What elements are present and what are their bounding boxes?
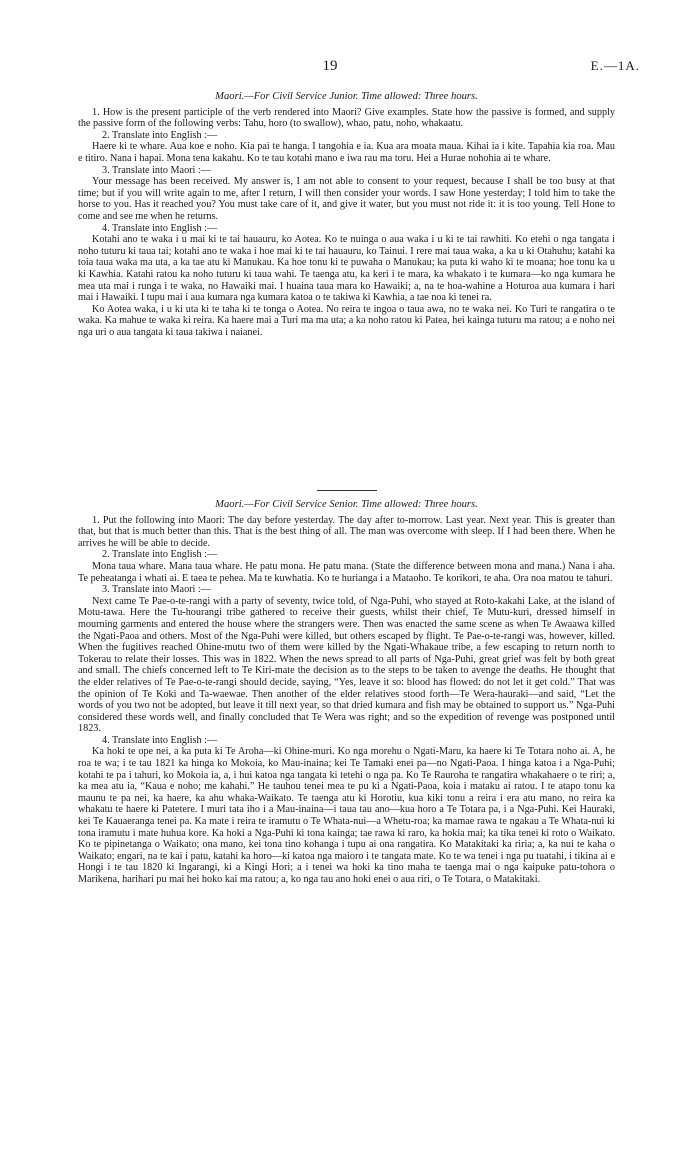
section-title-junior: Maori.—For Civil Service Junior. Time allowed: Three hours. [215,91,478,102]
question-2-heading: 2. Translate into English :— [102,549,218,561]
question-4-heading: 4. Translate into English :— [102,222,218,234]
question-3-heading: 3. Translate into Maori :— [102,164,211,176]
section-divider [317,490,377,491]
document-reference: E.—1A. [590,58,640,73]
question-2-text: Haere ki te whare. Aua koe e noho. Kia pai te hanga. I tangohia e ia. Kua ara moata maua. Kihai ia i kite. Tapahia kia roa. Mau e titiro. Nana i hapai. Mona tena kakahu. Ko te tau kotahi mano e iwa rau ma toru. Hei a Hurae nohohia ai te whare. [78,141,615,164]
question-4-paragraph-1: Kotahi ano te waka i u mai ki te tai hauauru, ko Aotea. Ko te nuinga o aua waka i u ki te tai rawhiti. Ko etehi o nga tangata i noho tuturu ki taua tai; kotahi ano te waka i hoe mai ki te tai hauauru, ko Tainui. I rere mai taua waka, a ka u ki Otahuhu; katahi ka toia taua waka ma uta, a ka tae atu ki Manukau. Ka hoe tonu ki te puwaha o Manukau; ka puta ki waho ki te moana; hoe tonu ka u ki Kawhia. Katahi ratou ka noho tuturu ki taua wahi. Te taenga atu, ka keri i te mara, ka whakato i te kumara—ko nga kumara he mea uta mai i runga i te waka, no Hawaiki mai. I huaina taua mara ko Hawaiki; a, na te hoa-wahine a Hoturoa aua kumara i hari mai i Hawaiki. I tupu mai i aua kumara nga kumara katoa o te takiwa ki Kawhia, a tae noa ki tenei ra. [78,234,615,304]
section-civil-service-senior [78,476,615,886]
question-1: 1. How is the present participle of the verb rendered into Maori? Give examples. State how the passive is formed, and supply the passive form of the following verbs: Tahu, horo (to swallow), whao, patu, noho, whakaatu. [78,106,615,130]
section-civil-service-junior [78,91,615,338]
question-3-text: Next came Te Pae-o-te-rangi with a party of seventy, twice told, of Nga-Puhi, who stayed at Roto-kakahi Lake, at the island of Motu-tawa. Here the Tu-hourangi tribe gathered to receive their guests, whilst their chief, Te Mutu-kuri, dressed himself in mourning garments and entered the house where the strangers were. Then was enacted the same scene as when Te Awaawa killed the Ngati-Paoa and others. Most of the Nga-Puhi were killed, but others escaped by flight. Te Pae-o-te-rangi was, however, killed. When the fugitives reached Ohine-mutu two of them were killed by the Ngati-Whakaue tribe, a few escaping to return north to Tokerau to relate their losses. This was in 1822. When the news spread to all parts of Nga-Puhi, great grief was felt by both great and small. The chiefs concerned left to Te Kiri-mate the decision as to the steps to be taken to avenge the deaths. He thought that the elder relatives of Te Pae-o-te-rangi should decide, saying, “Yes, leave it so: blood has flowed: do not let it get cold.” That was the opinion of Te Koki and Ta-waewae. Then another of the elder relatives stood forth—Te Wera-hauraki—and said, “Let the words of you two not be adopted, but leave it till next year, so that dried kumara and fish may be obtained to support us.” Nga-Puhi considered these words well, and finally concluded that Te Wera was right; and so the expedition of revenge was postponed until 1823. [78,595,615,735]
question-3-heading: 3. Translate into Maori :— [102,584,211,596]
question-4-paragraph-2: Ko Aotea waka, i u ki uta ki te taha ki te tonga o Aotea. No reira te ingoa o taua awa, no te waka nei. Ko Turi te rangatira o te waka. Ka mahue te waka ki reira. Ka haere mai a Turi ma ma uta; a ka noho ratou ki Patea, hei kainga tuturu ma ratou; a e noho nei nga uri o aua tangata ki taua takiwa i naianei. [78,303,615,338]
section-title-senior: Maori.—For Civil Service Senior. Time allowed: Three hours. [215,499,478,510]
question-4-heading: 4. Translate into English :— [102,734,218,746]
question-2-text: Mona taua whare. Mana taua whare. He patu mona. He patu mana. (State the difference between mona and mana.) Nana i aha. Te peheatanga i whati ai. E taea te pehea. Ma te kuwhatia. Ko te hurianga i a Mataoho. Te korikori, te aha. Ora noa matou te tahuri. [78,560,615,584]
page-number: 19 [322,58,338,74]
question-3-text: Your message has been received. My answer is, I am not able to consent to your request, because I shall be too busy at that time; but if you will write again to me, after I return, I will then consider your words. I saw Hone yesterday; I told him to take the horse to you. Has it reached you? You must take care of it, and give it water, but you must not ride it: it is too young. Tell Hone to come and see me when he returns. [78,176,615,222]
question-2-heading: 2. Translate into English :— [102,129,218,141]
question-4-text: Ka hoki te ope nei, a ka puta ki Te Aroha—ki Ohine-muri. Ko nga morehu o Ngati-Maru, ka haere ki Te Totara noho ai. A, he roa te wa; i te tau 1821 ka hinga ko Mokoia, ko Mau-inaina; kei Te Tamaki enei pa—no Ngati-Paoa. I hinga katoa i a Nga-Puhi; kotahi te pa i tahuri, ko Mokoia ia, a, i hui katoa nga tangata ki tetehi o nga pa. Ko Te Rauroha te rangatira whakahaere o te riri; a, ka mea atu ia, “Kaua e noho; me kahahi.” He tauhou tenei mea te pu ki a Ngati-Paoa, koia i mataku ai ratou. I te atapo tonu ka maunu te pa nei, ka haere, ka ahu whaka-Waikato. Te taenga atu ki Horotiu, kua kiki tonu a reira i era atu mano, no reira ka whakatu te haere ki Patetere. I muri tata iho i a Mau-inaina—i taua tau ano—kua horo a Te Totara pa, i a Nga-Puhi. Kei Hauraki, kei Te Kauaeranga tenei pa. Ka mate i reira te iramutu o Te Whata-nui—a Whetu-roa; ka mamae rawa te ngakau a Te Whata-nui ki tona iramutu i mate huhua kore. Ka hoki a Nga-Puhi ki tona kainga; tae rawa ki raro, ka hokia mai; ka tika tenei ki roto o Waikato. Ko te pipinetanga o Waikato; ona mano, kei tona tino kohanga i tupu ai ona rangatira. Ko Matakitaki ka riria; a, ka nui te kaha o Waikato; engari, na te kai i patu, katahi ka horo—ki katoa nga maioro i te tangata mate. Ko te wa tenei i nga pu tuatahi, i tikina ai e Hongi i te tau 1820 ki Ingarangi, ki a Kingi Hori; a i tenei wa hoki ka tino maha te taenga mai o nga kaipuke patu-tohora o Marikena, harihari pu mai hei hoko kai ma ratou; a, ko nga tau ano hoki enei o aua riri, o Te Totara, o Matakitaki. [78,746,615,885]
question-1: 1. Put the following into Maori: The day before yesterday. The day after to-morrow. Last year. Next year. This is greater than that, but that is much better than this. That is the best thing of all. The man was overcome with sleep. If I had been there. When he arrives he will be able to decide. [78,514,615,549]
